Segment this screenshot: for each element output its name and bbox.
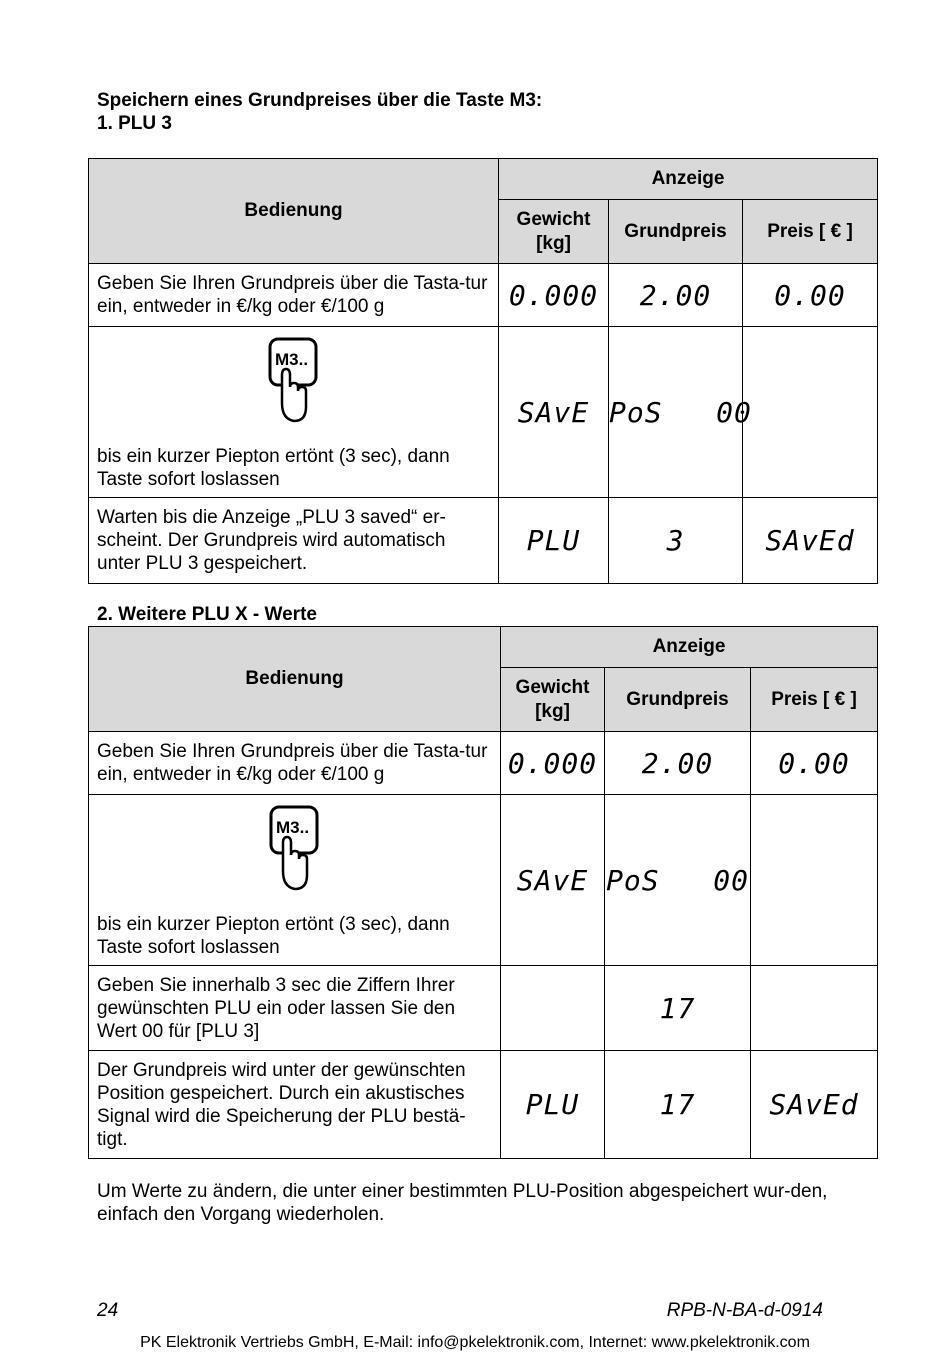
display-gewicht: 0.000 bbox=[501, 732, 605, 795]
operation-cell bbox=[89, 795, 501, 966]
svg-text:M3..: M3.. bbox=[274, 350, 308, 369]
operation-text: bis ein kurzer Piepton ertönt (3 sec), dann Taste sofort loslassen bbox=[97, 446, 450, 490]
display-grundpreis: 17 bbox=[605, 966, 751, 1051]
display-preis: SAvEd bbox=[743, 498, 878, 584]
m3-key-press-icon bbox=[97, 337, 490, 423]
table-row bbox=[89, 795, 878, 966]
display-grundpreis: PoS 00 bbox=[605, 795, 751, 966]
header-gewicht: Gewicht [kg] bbox=[499, 200, 609, 264]
display-gewicht: PLU bbox=[499, 498, 609, 584]
subsection-title-plu3: 1. PLU 3 bbox=[97, 113, 172, 134]
display-preis bbox=[751, 795, 878, 966]
display-preis: SAvEd bbox=[751, 1051, 878, 1159]
footer-imprint: PK Elektronik Vertriebs GmbH, E-Mail: info@pkelektronik.com, Internet: www.pkelektronik.com bbox=[140, 1334, 810, 1351]
operation-text: Geben Sie innerhalb 3 sec die Ziffern Ihrer gewünschten PLU ein oder lassen Sie den Wert 00 für [PLU 3] bbox=[89, 966, 501, 1051]
header-grundpreis: Grundpreis bbox=[609, 200, 743, 264]
plu-x-table bbox=[88, 626, 878, 1159]
operation-text: bis ein kurzer Piepton ertönt (3 sec), dann Taste sofort loslassen bbox=[97, 914, 450, 958]
header-bedienung: Bedienung bbox=[89, 627, 501, 732]
display-grundpreis: 3 bbox=[609, 498, 743, 584]
operation-text: Geben Sie Ihren Grundpreis über die Tasta-tur ein, entweder in €/kg oder €/100 g bbox=[89, 264, 499, 327]
table-row bbox=[89, 732, 878, 795]
header-anzeige: Anzeige bbox=[501, 627, 878, 668]
m3-key-press-icon bbox=[97, 805, 492, 891]
operation-text: Geben Sie Ihren Grundpreis über die Tasta-tur ein, entweder in €/kg oder €/100 g bbox=[89, 732, 501, 795]
svg-text:M3..: M3.. bbox=[275, 818, 309, 837]
closing-paragraph: Um Werte zu ändern, die unter einer bestimmten PLU-Position abgespeichert wur-den, einfach den Vorgang wiederholen. bbox=[97, 1181, 828, 1225]
page-number: 24 bbox=[97, 1300, 119, 1321]
subsection-title-plu-x: 2. Weitere PLU X - Werte bbox=[97, 604, 317, 625]
display-gewicht: 0.000 bbox=[499, 264, 609, 327]
display-gewicht bbox=[501, 966, 605, 1051]
section-title: Speichern eines Grundpreises über die Taste M3: bbox=[97, 90, 543, 111]
table-row bbox=[89, 498, 878, 584]
display-grundpreis: 17 bbox=[605, 1051, 751, 1159]
header-anzeige: Anzeige bbox=[499, 159, 878, 200]
display-grundpreis: 2.00 bbox=[609, 264, 743, 327]
header-gewicht: Gewicht [kg] bbox=[501, 668, 605, 732]
operation-text: Der Grundpreis wird unter der gewünschten Position gespeichert. Durch ein akustisches Signal wird die Speicherung der PLU bestä-tigt. bbox=[89, 1051, 501, 1159]
header-bedienung: Bedienung bbox=[89, 159, 499, 264]
display-preis bbox=[751, 966, 878, 1051]
document-code: RPB-N-BA-d-0914 bbox=[666, 1300, 823, 1321]
table-row bbox=[89, 966, 878, 1051]
header-preis: Preis [ € ] bbox=[751, 668, 878, 732]
display-grundpreis: PoS 00 bbox=[609, 327, 743, 498]
display-preis: 0.00 bbox=[743, 264, 878, 327]
table-row bbox=[89, 1051, 878, 1159]
operation-cell bbox=[89, 327, 499, 498]
display-gewicht: SAvE bbox=[499, 327, 609, 498]
display-preis: 0.00 bbox=[751, 732, 878, 795]
table-row bbox=[89, 264, 878, 327]
display-preis bbox=[743, 327, 878, 498]
header-grundpreis: Grundpreis bbox=[605, 668, 751, 732]
table-row bbox=[89, 327, 878, 498]
display-grundpreis: 2.00 bbox=[605, 732, 751, 795]
plu3-table bbox=[88, 158, 878, 584]
display-gewicht: PLU bbox=[501, 1051, 605, 1159]
operation-text: Warten bis die Anzeige „PLU 3 saved“ er-scheint. Der Grundpreis wird automatisch unter PLU 3 gespeichert. bbox=[89, 498, 499, 584]
display-gewicht: SAvE bbox=[501, 795, 605, 966]
header-preis: Preis [ € ] bbox=[743, 200, 878, 264]
